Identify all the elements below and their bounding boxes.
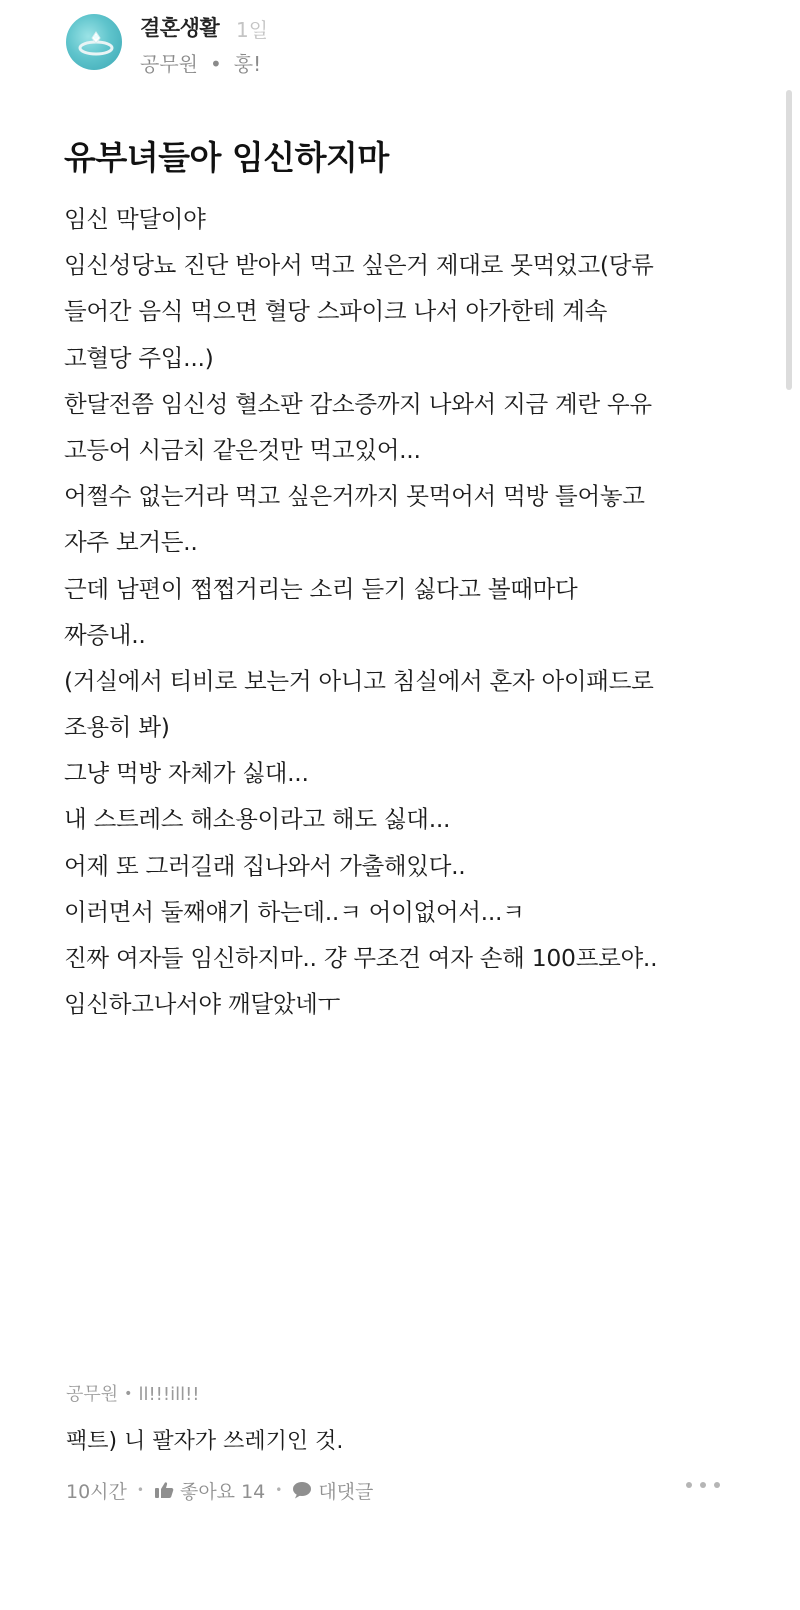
post-line: 한달전쯤 임신성 혈소판 감소증까지 나와서 지금 계란 우유 xyxy=(64,389,652,418)
post-line: (거실에서 티비로 보는거 아니고 침실에서 혼자 아이패드로 xyxy=(64,666,654,695)
comment-author-nickname[interactable]: ll!!!ill!! xyxy=(138,1384,200,1405)
comment-meta xyxy=(66,1380,726,1412)
post-title: 유부녀들아 임신하지마 xyxy=(64,138,389,177)
reply-label: 대댓글 xyxy=(318,1480,374,1503)
comment-time: 10시간 xyxy=(66,1480,127,1503)
post-line: 그냥 먹방 자체가 싫대... xyxy=(64,759,309,788)
comment-actions xyxy=(66,1474,726,1506)
post-line: 고혈당 주입...) xyxy=(64,343,214,372)
author-avatar[interactable] xyxy=(66,14,122,70)
thumbs-up-icon xyxy=(154,1481,174,1499)
post-line: 임신성당뇨 진단 받아서 먹고 싶은거 제대로 못먹었고(당류 xyxy=(64,251,654,280)
post-line: 어쩔수 없는거라 먹고 싶은거까지 못먹어서 먹방 틀어놓고 xyxy=(64,482,645,511)
author-meta xyxy=(140,48,261,77)
post-line: 근데 남편이 쩝쩝거리는 소리 듣기 싫다고 볼때마다 xyxy=(64,574,578,603)
post-line: 내 스트레스 해소용이라고 해도 싫대... xyxy=(64,805,451,834)
post-body xyxy=(64,196,754,1027)
post-line: 임신 막달이야 xyxy=(64,205,206,233)
more-dot xyxy=(714,1482,720,1488)
more-dot xyxy=(686,1482,692,1488)
post-line: 이러면서 둘째얘기 하는데..ㅋ 어이없어서...ㅋ xyxy=(64,897,525,926)
author-job: 공무원 xyxy=(140,52,198,76)
ring-photo-icon xyxy=(66,14,122,70)
post-header xyxy=(66,10,746,74)
action-separator-dot: • xyxy=(136,1483,144,1497)
post-line: 고등어 시금치 같은것만 먹고있어... xyxy=(64,435,421,464)
speech-bubble-icon xyxy=(292,1481,312,1499)
action-separator-dot: • xyxy=(275,1483,283,1497)
post-line: 진짜 여자들 임신하지마.. 걍 무조건 여자 손해 100프로야.. xyxy=(64,944,658,972)
meta-separator-dot: • xyxy=(209,52,222,76)
post-line: 어제 또 그러길래 집나와서 가출해있다.. xyxy=(64,851,466,880)
post-time: 1일 xyxy=(236,18,269,42)
comment xyxy=(66,1380,726,1506)
author-name[interactable]: 결혼생활 xyxy=(140,16,220,40)
comment-text: 팩트) 니 팔자가 쓰레기인 것. xyxy=(66,1429,344,1454)
comment-author-job: 공무원 xyxy=(66,1384,119,1405)
post-line: 조용히 봐) xyxy=(64,713,170,742)
author-nickname: 훙! xyxy=(233,52,262,76)
post-line: 들어간 음식 먹으면 혈당 스파이크 나서 아가한테 계속 xyxy=(64,297,608,326)
more-dots-icon[interactable] xyxy=(686,1480,720,1490)
scrollbar-thumb[interactable] xyxy=(786,90,792,390)
post-line: 자주 보거든.. xyxy=(64,528,198,557)
post-line: 임신하고나서야 깨달았네ㅜ xyxy=(64,990,340,1019)
like-label: 좋아요 14 xyxy=(179,1480,266,1503)
like-button[interactable] xyxy=(154,1477,265,1504)
reply-button[interactable] xyxy=(292,1477,373,1504)
meta-separator-dot: • xyxy=(124,1386,133,1402)
post-line: 짜증내.. xyxy=(64,620,146,649)
more-dot xyxy=(700,1482,706,1488)
